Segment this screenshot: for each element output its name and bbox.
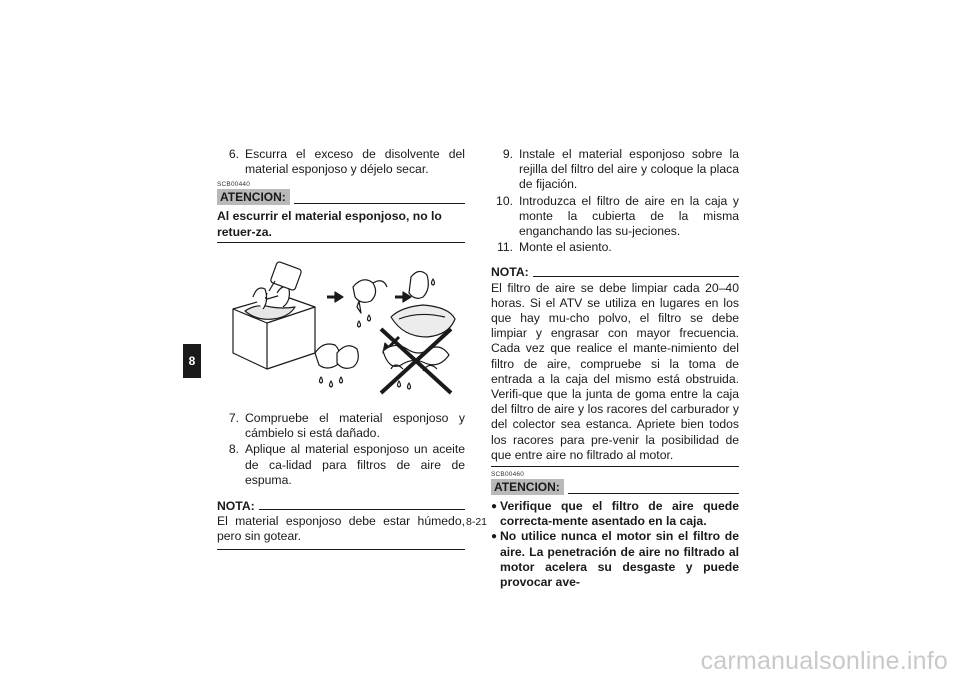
left-column — [217, 147, 465, 550]
caution-bullet — [491, 529, 739, 590]
step-11 — [491, 240, 739, 255]
bullet-text: No utilice nunca el motor sin el filtro de aire. La penetración de aire no filtrado al motor acelera su desgaste y puede provocar ave- — [500, 529, 739, 590]
divider — [217, 549, 465, 550]
caution-label: ATENCION: — [491, 479, 564, 495]
bullet-icon: ● — [491, 531, 498, 543]
caution-code: SCB00460 — [491, 471, 525, 479]
bullet-icon: ● — [491, 501, 498, 513]
chapter-tab: 8 — [183, 344, 201, 378]
step-text: Monte el asiento. — [519, 240, 612, 255]
step-10 — [491, 194, 739, 240]
step-text: Compruebe el material esponjoso y cámbielo si está dañado. — [245, 411, 465, 441]
step-number: 9. — [502, 147, 513, 161]
note-header — [491, 265, 739, 280]
caution-bullet — [491, 499, 739, 529]
divider — [568, 493, 739, 494]
note-label: NOTA: — [491, 265, 529, 280]
bullet-text: Verifique que el filtro de aire quede correcta-mente asentado en la caja. — [500, 499, 739, 529]
step-text: Aplique al material esponjoso un aceite de ca-lidad para filtros de aire de espuma. — [245, 442, 465, 487]
caution-header — [491, 479, 739, 495]
step-7 — [217, 411, 465, 441]
step-number: 6. — [228, 147, 239, 161]
divider — [491, 466, 739, 467]
step-9 — [491, 147, 739, 193]
note-text: El material esponjoso debe estar húmedo, pero sin gotear. — [217, 514, 465, 544]
step-text: Instale el material esponjoso sobre la rejilla del filtro del aire y coloque la placa de fijación. — [519, 147, 739, 192]
caution-text: Al escurrir el material esponjoso, no lo retuer-za. — [217, 209, 442, 239]
note-header — [217, 499, 465, 514]
step-number: 10. — [496, 193, 513, 208]
step-text: Introduzca el filtro de aire en la caja y monte la cubierta de la misma enganchando las su-jeciones. — [519, 193, 739, 239]
step-number: 11. — [496, 240, 513, 255]
divider — [259, 509, 465, 510]
divider — [533, 276, 739, 277]
step-8 — [217, 442, 465, 488]
illustration-svg — [223, 257, 459, 395]
divider — [217, 242, 465, 243]
step-text: Escurra el exceso de disolvente del material esponjoso y déjelo secar. — [245, 147, 465, 177]
note-text: El filtro de aire se debe limpiar cada 20–40 horas. Si el ATV se utiliza en lugares en los que hay mu-cho polvo, el filtro se debe limpiar y engrasar con mayor frecuencia. Cada vez que realice el mante-nimiento del filtro de aire, compruebe si la toma de entrada a la caja del mismo está obstruida. Verifi-que que la junta de goma entre la caja del filtro de aire y los racores del carburador y del colector sea estanca. Apriete bien todos los racores para pre-venir la posibilidad de que entre aire no filtrado al motor. — [491, 280, 739, 462]
step-6 — [217, 147, 465, 177]
divider — [294, 203, 465, 204]
caution-label: ATENCION: — [217, 189, 290, 205]
note-label: NOTA: — [217, 499, 255, 514]
right-column — [491, 147, 739, 590]
caution-code: SCB00440 — [217, 181, 251, 189]
step-number: 7. — [228, 411, 239, 426]
caution-header — [217, 189, 465, 205]
page-number: 8-21 — [466, 516, 488, 528]
step-number: 8. — [228, 442, 239, 457]
watermark: carmanualsonline.info — [700, 647, 948, 675]
wringing-illustration — [223, 257, 465, 399]
